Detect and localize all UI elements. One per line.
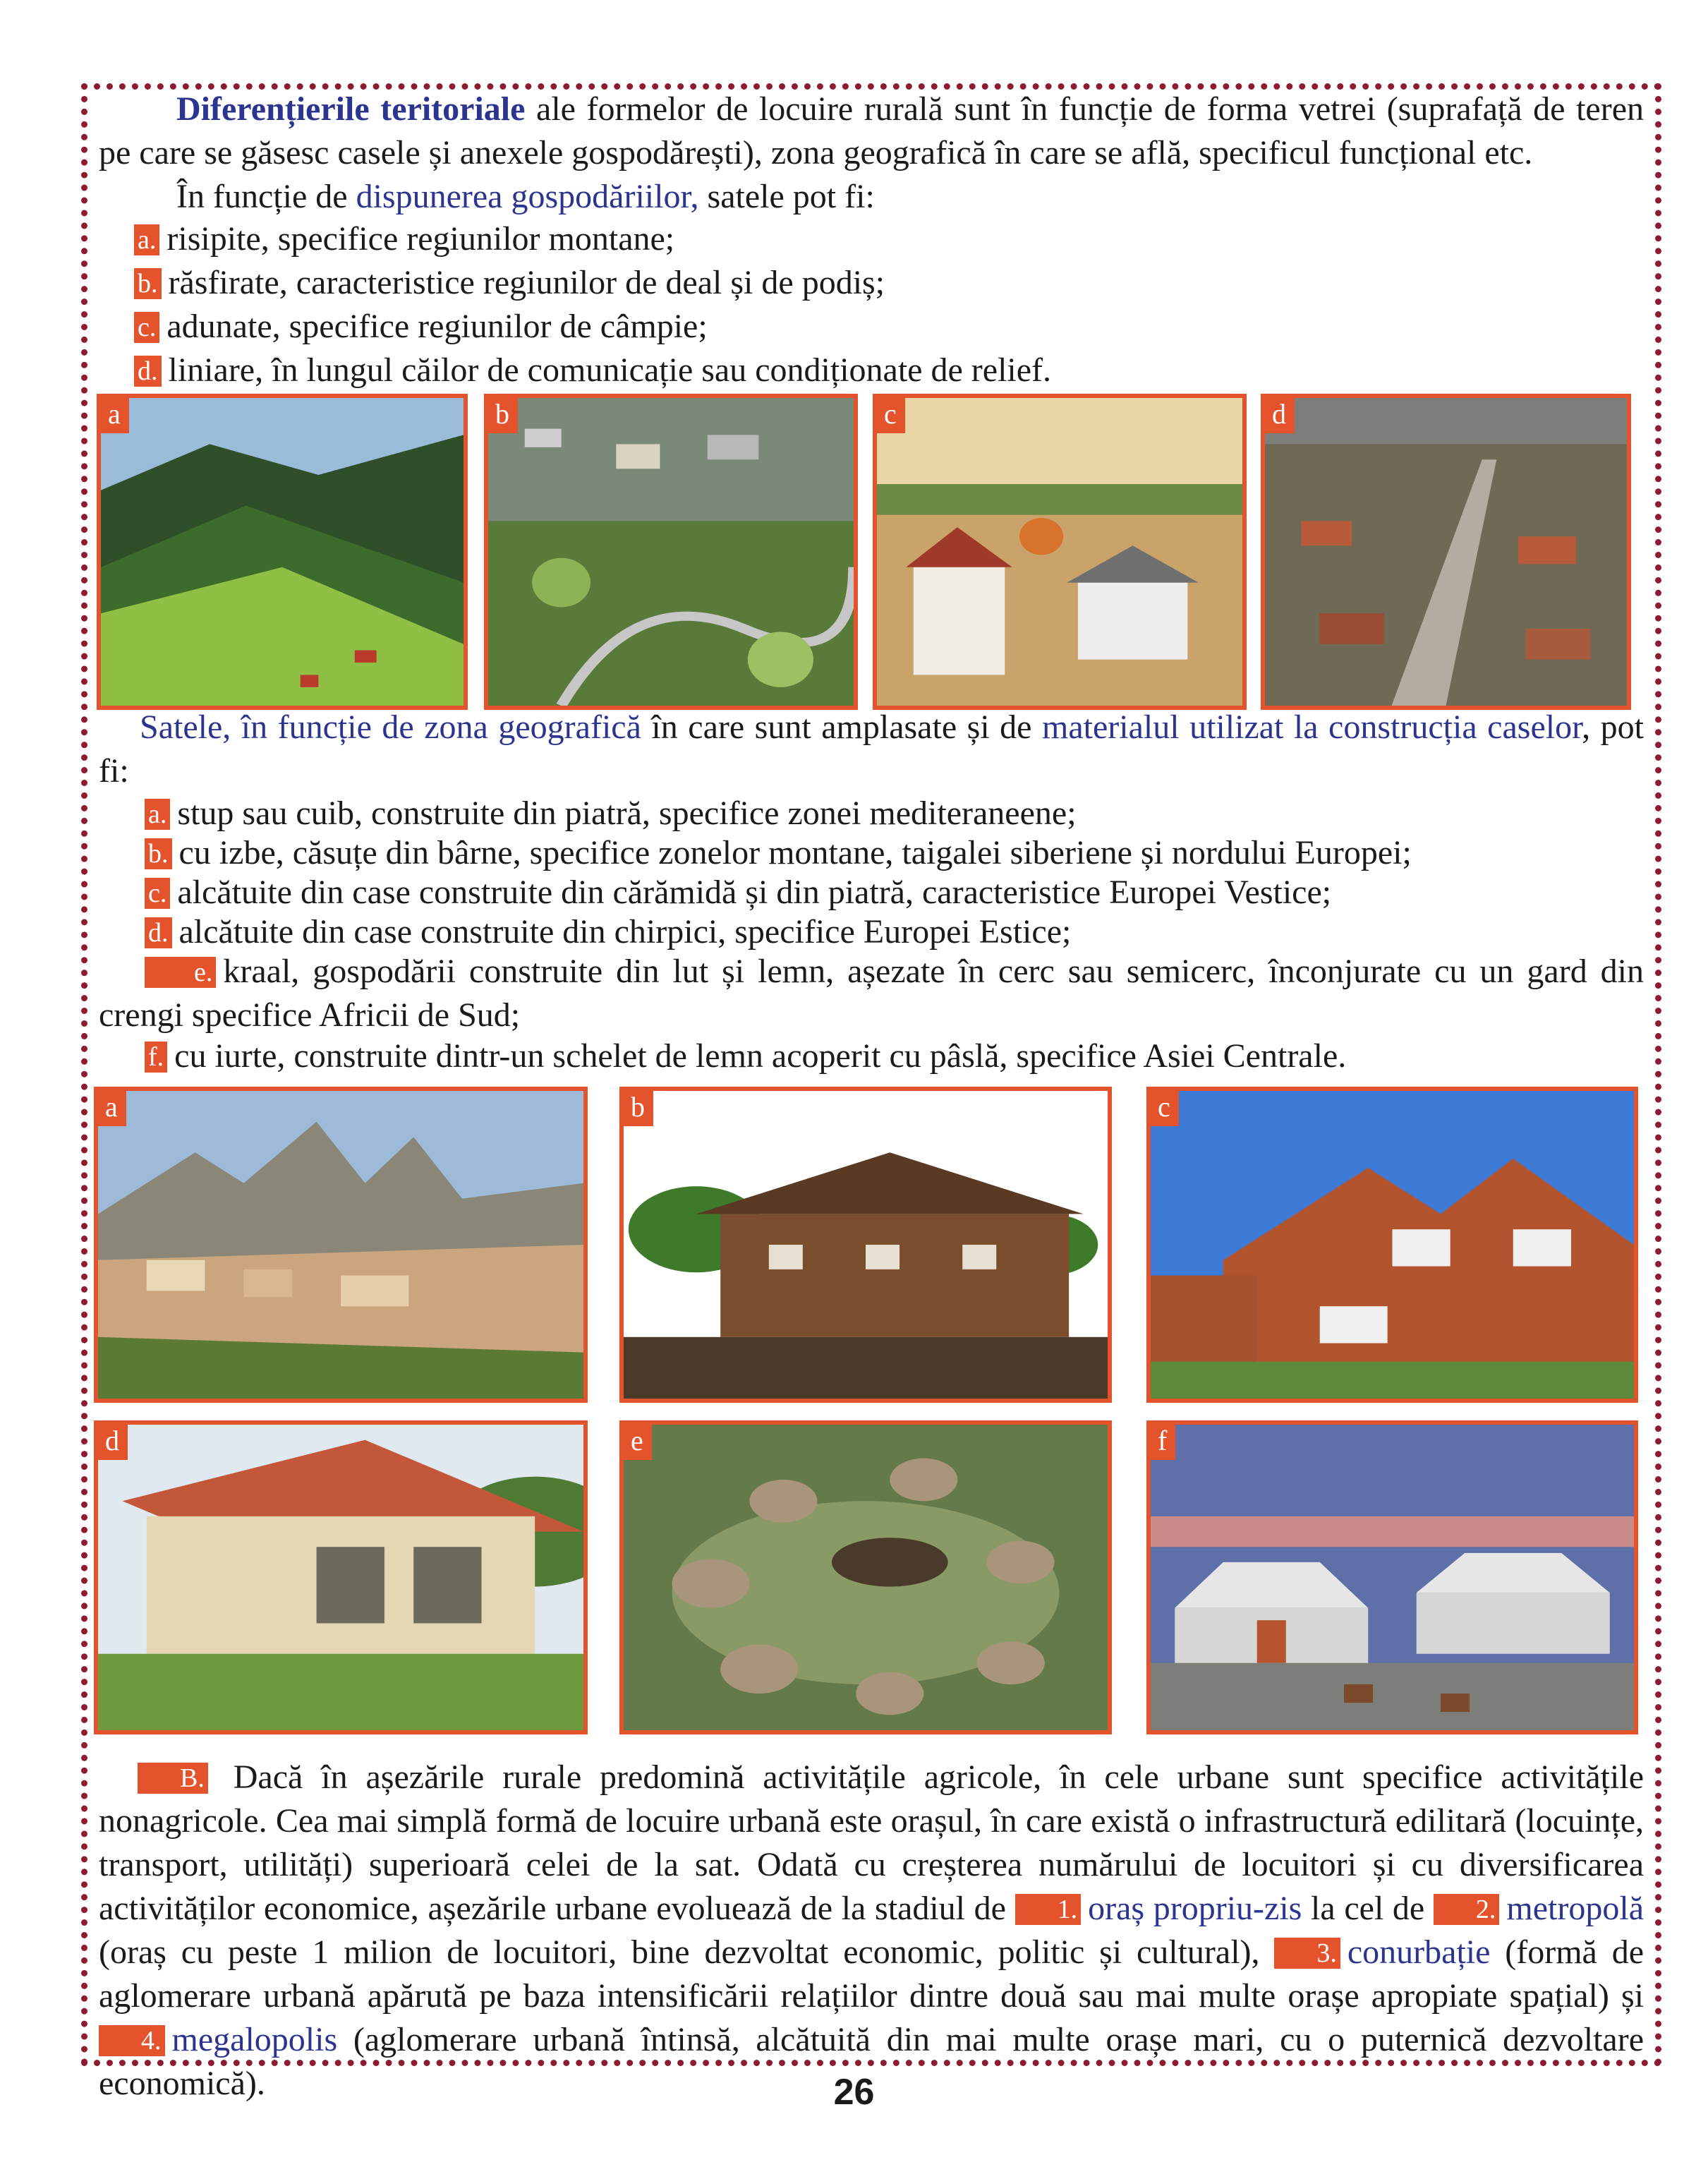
urban-paragraph: B. Dacă în așezările rurale predomină activitățile agricole, în cele urbane sunt specifice activitățile nonagricole. Cea mai simplă formă de locuire urbană este orașul, în care există o infrastructură edilitară (locuințe, transport, utilități) superioară celei de la sat. Odată cu creșterea numărului de locuitori și cu diversificarea activităților economice, așezările urbane evoluează de la stadiul de 1. oraș propriu-zis la cel de 2. metropolă (oraș cu peste 1 milion de locuitori, bine dezvoltat economic, politic și cultural), 3. conurbație (formă de aglomerare urbană apărută pe baza intensificării relațiilor dintre două sau mai multe orașe apropiate spațial) și 4. megalopolis (aglomerare urbană întinsă, alcătuită din mai multe orașe mari, cu o puternică dezvoltare economică). bbox=[99, 1758, 1645, 2102]
photo-stone-village: a bbox=[94, 1087, 588, 1403]
photo-linear-village: d bbox=[1261, 394, 1631, 710]
list-item: a. risipite, specifice regiunilor montane; bbox=[134, 217, 674, 261]
photo-kraal-huts: e bbox=[619, 1420, 1112, 1734]
photo-scattered-village: a bbox=[97, 394, 468, 710]
item-badge: a. bbox=[134, 224, 159, 255]
section-badge-b: B. bbox=[138, 1763, 208, 1794]
list-item: d. liniare, în lungul căilor de comunicație sau condiționate de relief. bbox=[134, 349, 1051, 392]
photo-compact-village: c bbox=[873, 394, 1247, 710]
photo-yurts: f bbox=[1146, 1420, 1638, 1734]
item-badge: f. bbox=[145, 1042, 167, 1073]
page-number: 26 bbox=[833, 2072, 875, 2113]
list-item: b. răsfirate, caracteristice regiunilor de deal și de podiș; bbox=[134, 261, 885, 305]
item-badge: c. bbox=[134, 312, 159, 343]
stage-badge: 2. bbox=[1434, 1894, 1500, 1925]
materials-paragraph: Satele, în funcție de zona geografică în care sunt amplasate și de materialul utilizat la construcția caselor, pot fi: bbox=[99, 708, 1645, 790]
item-badge: d. bbox=[134, 356, 162, 387]
list-item: b. cu izbe, căsuțe din bârne, specifice zonelor montane, taigalei siberiene și nordului Europei; bbox=[145, 831, 1412, 875]
list-item: c. adunate, specifice regiunilor de câmpie; bbox=[134, 305, 708, 349]
item-badge: b. bbox=[145, 838, 172, 869]
item-badge: e. bbox=[145, 957, 216, 988]
stage-badge: 4. bbox=[99, 2025, 165, 2056]
photo-dispersed-village: b bbox=[484, 394, 858, 710]
intro-paragraph: Diferențierile teritoriale ale formelor de locuire rurală sunt în funcție de forma vetrei (suprafață de teren pe care se găsesc casele și anexele gospodărești), zona geografică în care se află, specificul funcțional etc. bbox=[99, 90, 1644, 171]
item-badge: b. bbox=[134, 268, 162, 299]
photo-adobe-house: d bbox=[94, 1420, 588, 1734]
heading-territorial: Diferențierile teritoriale bbox=[176, 90, 526, 128]
list-item: e. kraal, gospodării construite din lut și lemn, așezate în cerc sau semicerc, înconjurate cu un gard din crengi specifice Africii de Sud; bbox=[99, 953, 1644, 1034]
stage-badge: 1. bbox=[1015, 1894, 1082, 1925]
photo-brick-house: c bbox=[1146, 1087, 1638, 1403]
list-item: f. cu iurte, construite dintr-un schelet de lemn acoperit cu pâslă, specifice Asiei Centrale. bbox=[145, 1034, 1346, 1078]
photo-log-house: b bbox=[619, 1087, 1112, 1403]
list-item: c. alcătuite din case construite din cărămidă și din piatră, caracteristice Europei Vestice; bbox=[145, 871, 1331, 915]
item-badge: c. bbox=[145, 878, 170, 909]
stage-badge: 3. bbox=[1274, 1938, 1340, 1969]
list-item: a. stup sau cuib, construite din piatră, specifice zonei mediteraneene; bbox=[145, 792, 1077, 835]
lead-sentence: În funcție de dispunerea gospodăriilor, satele pot fi: bbox=[176, 178, 875, 215]
item-badge: a. bbox=[145, 799, 170, 830]
item-badge: d. bbox=[145, 917, 172, 948]
list-item: d. alcătuite din case construite din chirpici, specifice Europei Estice; bbox=[145, 910, 1071, 954]
